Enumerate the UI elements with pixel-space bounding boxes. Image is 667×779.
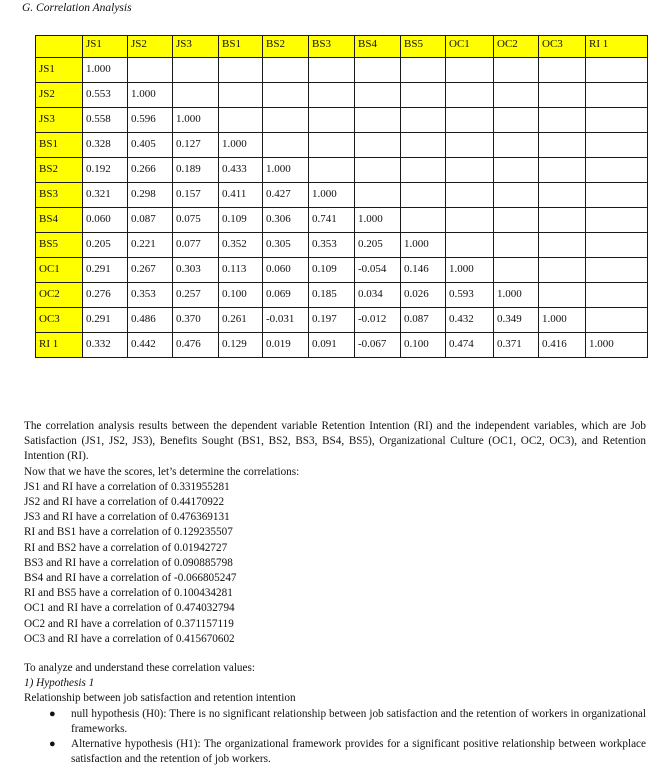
text-line: JS3 and RI have a correlation of 0.476369131 [24,511,230,524]
row-header: JS2 [36,83,83,108]
text-line: JS2 and RI have a correlation of 0.44170922 [24,496,225,509]
table-cell: 1.000 [173,108,219,133]
table-cell [355,133,401,158]
section-heading: G. Correlation Analysis [22,2,132,14]
table-cell: 0.741 [309,208,355,233]
table-cell: 0.298 [128,183,173,208]
table-cell: -0.054 [355,258,401,283]
intro-paragraph: The correlation analysis results between the dependent variable Retention Intention (RI) and the independent variables, which are Job Satisfaction (JS1, JS2, JS3), Benefits Sought (BS1, BS2, BS3, BS4, BS5), Organizational Culture (OC1, OC2, OC3), and Retention Intention (RI). [24,420,646,463]
table-cell [494,133,539,158]
table-cell: 0.558 [83,108,128,133]
table-cell: 0.266 [128,158,173,183]
table-cell [401,108,446,133]
table-cell [219,58,263,83]
text-line: OC3 and RI have a correlation of 0.415670602 [24,632,235,645]
table-cell [263,133,309,158]
table-cell [494,158,539,183]
table-cell [539,258,586,283]
table-cell: 1.000 [539,308,586,333]
table-cell: 0.069 [263,283,309,308]
table-cell [309,83,355,108]
table-cell: 0.553 [83,83,128,108]
table-cell: 0.261 [219,308,263,333]
table-cell [539,133,586,158]
table-cell [446,133,494,158]
table-cell: -0.012 [355,308,401,333]
table-cell: 1.000 [494,283,539,308]
table-cell: 1.000 [586,333,648,358]
row-header: BS3 [36,183,83,208]
table-cell: 0.328 [83,133,128,158]
table-cell [539,108,586,133]
table-cell [586,258,648,283]
table-cell: 0.370 [173,308,219,333]
table-row [36,333,648,358]
table-cell [219,108,263,133]
table-cell [586,83,648,108]
column-header: JS3 [173,36,219,58]
row-header: BS4 [36,208,83,233]
table-cell: 1.000 [309,183,355,208]
table-cell: 0.100 [401,333,446,358]
text-line: RI and BS2 have a correlation of 0.01942727 [24,541,228,554]
table-cell: 0.087 [401,308,446,333]
text-line: OC2 and RI have a correlation of 0.371157119 [24,617,234,630]
table-cell [401,183,446,208]
table-cell [539,233,586,258]
column-header: JS1 [83,36,128,58]
column-header: BS1 [219,36,263,58]
table-cell [539,158,586,183]
table-cell [355,83,401,108]
table-cell: 0.157 [173,183,219,208]
table-cell: 0.353 [309,233,355,258]
correlation-lines [24,465,646,647]
table-cell: 0.371 [494,333,539,358]
table-cell [539,83,586,108]
table-cell: 0.185 [309,283,355,308]
table-cell: 0.109 [309,258,355,283]
table-cell [401,158,446,183]
text-line: RI and BS5 have a correlation of 0.100434281 [24,587,233,600]
table-cell: 0.303 [173,258,219,283]
table-cell [128,58,173,83]
table-cell: -0.031 [263,308,309,333]
table-cell [446,233,494,258]
table-cell: 0.075 [173,208,219,233]
table-cell [586,108,648,133]
table-cell [446,183,494,208]
column-header: BS3 [309,36,355,58]
table-cell [446,208,494,233]
table-row [36,233,648,258]
row-header: BS5 [36,233,83,258]
text-line: BS4 and RI have a correlation of -0.066805247 [24,572,237,585]
table-row [36,158,648,183]
table-cell: 0.305 [263,233,309,258]
column-header: BS5 [401,36,446,58]
table-cell: 0.433 [219,158,263,183]
analyze-line: To analyze and understand these correlation values: [24,662,255,675]
table-cell [446,108,494,133]
list-item: ● Alternative hypothesis (H1): The organizational framework provides for a significant positive relationship between workplace satisfaction and the retention of job workers. [49,738,646,766]
table-cell: 0.034 [355,283,401,308]
table-cell: 0.077 [173,233,219,258]
row-header: OC3 [36,308,83,333]
table-cell: 0.353 [128,283,173,308]
text-line: BS3 and RI have a correlation of 0.090885798 [24,556,233,569]
table-cell: 1.000 [83,58,128,83]
table-cell [494,233,539,258]
table-cell: 0.442 [128,333,173,358]
row-header: JS3 [36,108,83,133]
table-cell: 0.352 [219,233,263,258]
table-cell: 0.267 [128,258,173,283]
row-header: OC2 [36,283,83,308]
table-cell: 0.197 [309,308,355,333]
table-cell: 0.432 [446,308,494,333]
table-cell [494,208,539,233]
row-header: BS2 [36,158,83,183]
table-cell [401,58,446,83]
table-row [36,58,648,83]
table-cell: 0.416 [539,333,586,358]
table-row [36,133,648,158]
table-row [36,308,648,333]
table-cell: 1.000 [219,133,263,158]
table-cell: 0.109 [219,208,263,233]
table-cell [494,183,539,208]
column-header: JS2 [128,36,173,58]
column-header: OC2 [494,36,539,58]
table-cell [173,58,219,83]
relationship-line: Relationship between job satisfaction and retention intention [24,692,296,705]
table-cell: 0.127 [173,133,219,158]
text-line: JS1 and RI have a correlation of 0.331955281 [24,480,230,493]
table-cell [401,133,446,158]
table-cell: 0.192 [83,158,128,183]
table-cell [539,183,586,208]
table-cell: 0.189 [173,158,219,183]
table-cell [309,108,355,133]
column-header: OC1 [446,36,494,58]
table-cell [355,108,401,133]
table-cell [539,283,586,308]
table-cell: 0.349 [494,308,539,333]
table-cell: 0.146 [401,258,446,283]
text-line: RI and BS1 have a correlation of 0.129235507 [24,526,233,539]
text-line: OC1 and RI have a correlation of 0.474032794 [24,602,235,615]
table-cell: 1.000 [128,83,173,108]
table-cell: 0.221 [128,233,173,258]
table-cell: 1.000 [401,233,446,258]
table-cell [539,58,586,83]
table-cell: 1.000 [355,208,401,233]
table-cell: 0.411 [219,183,263,208]
table-cell [173,83,219,108]
table-cell: 0.476 [173,333,219,358]
table-cell: 0.100 [219,283,263,308]
table-cell: 0.205 [355,233,401,258]
table-row [36,108,648,133]
table-row [36,83,648,108]
table-cell [586,58,648,83]
row-header: JS1 [36,58,83,83]
table-cell [446,58,494,83]
table-cell: 1.000 [263,158,309,183]
table-cell [494,108,539,133]
table-cell: 0.113 [219,258,263,283]
table-cell [263,58,309,83]
table-cell: 0.087 [128,208,173,233]
table-cell [446,83,494,108]
table-row [36,283,648,308]
table-cell [494,58,539,83]
table-cell [494,258,539,283]
table-cell [586,233,648,258]
table-cell [263,108,309,133]
table-cell: 0.291 [83,308,128,333]
table-cell [355,58,401,83]
table-cell: 0.427 [263,183,309,208]
table-cell: 0.129 [219,333,263,358]
table-cell: 0.205 [83,233,128,258]
table-cell [446,158,494,183]
body-text [24,419,646,767]
bullet-icon: ● [49,738,56,751]
table-cell [586,283,648,308]
hypothesis-list [24,707,646,768]
table-cell: 0.276 [83,283,128,308]
table-cell [219,83,263,108]
table-cell [401,208,446,233]
table-cell: 0.060 [263,258,309,283]
row-header: RI 1 [36,333,83,358]
table-cell [401,83,446,108]
bullet-icon: ● [49,707,56,720]
table-cell [539,208,586,233]
table-cell [586,308,648,333]
correlation-table [35,35,648,358]
hypothesis-title: 1) Hypothesis 1 [24,677,95,690]
column-header: OC3 [539,36,586,58]
table-cell [586,183,648,208]
table-cell: 0.405 [128,133,173,158]
table-cell [586,158,648,183]
table-cell [263,83,309,108]
table-cell [309,58,355,83]
table-cell [355,183,401,208]
table-cell: 0.019 [263,333,309,358]
table-cell [355,158,401,183]
table-cell [586,208,648,233]
table-cell: 0.291 [83,258,128,283]
table-row [36,258,648,283]
table-cell: 0.596 [128,108,173,133]
table-cell: 0.306 [263,208,309,233]
table-header-row [36,36,648,58]
table-cell [494,83,539,108]
table-cell: 0.257 [173,283,219,308]
table-cell: 0.060 [83,208,128,233]
row-header: BS1 [36,133,83,158]
table-cell: 0.026 [401,283,446,308]
table-cell: 0.332 [83,333,128,358]
table-cell [309,158,355,183]
column-header: BS4 [355,36,401,58]
table-cell: 0.593 [446,283,494,308]
table-cell: 1.000 [446,258,494,283]
table-cell [309,133,355,158]
table-cell: 0.474 [446,333,494,358]
table-cell [586,133,648,158]
table-row [36,208,648,233]
corner-cell [36,36,83,58]
table-cell: 0.486 [128,308,173,333]
table-cell: 0.321 [83,183,128,208]
row-header: OC1 [36,258,83,283]
table-cell: -0.067 [355,333,401,358]
table-row [36,183,648,208]
column-header: BS2 [263,36,309,58]
column-header: RI 1 [586,36,648,58]
text-line: Now that we have the scores, let’s determine the correlations: [24,465,300,478]
table-cell: 0.091 [309,333,355,358]
list-item: ● null hypothesis (H0): There is no significant relationship between job satisfaction and the retention of workers in organizational frameworks. [49,707,646,735]
